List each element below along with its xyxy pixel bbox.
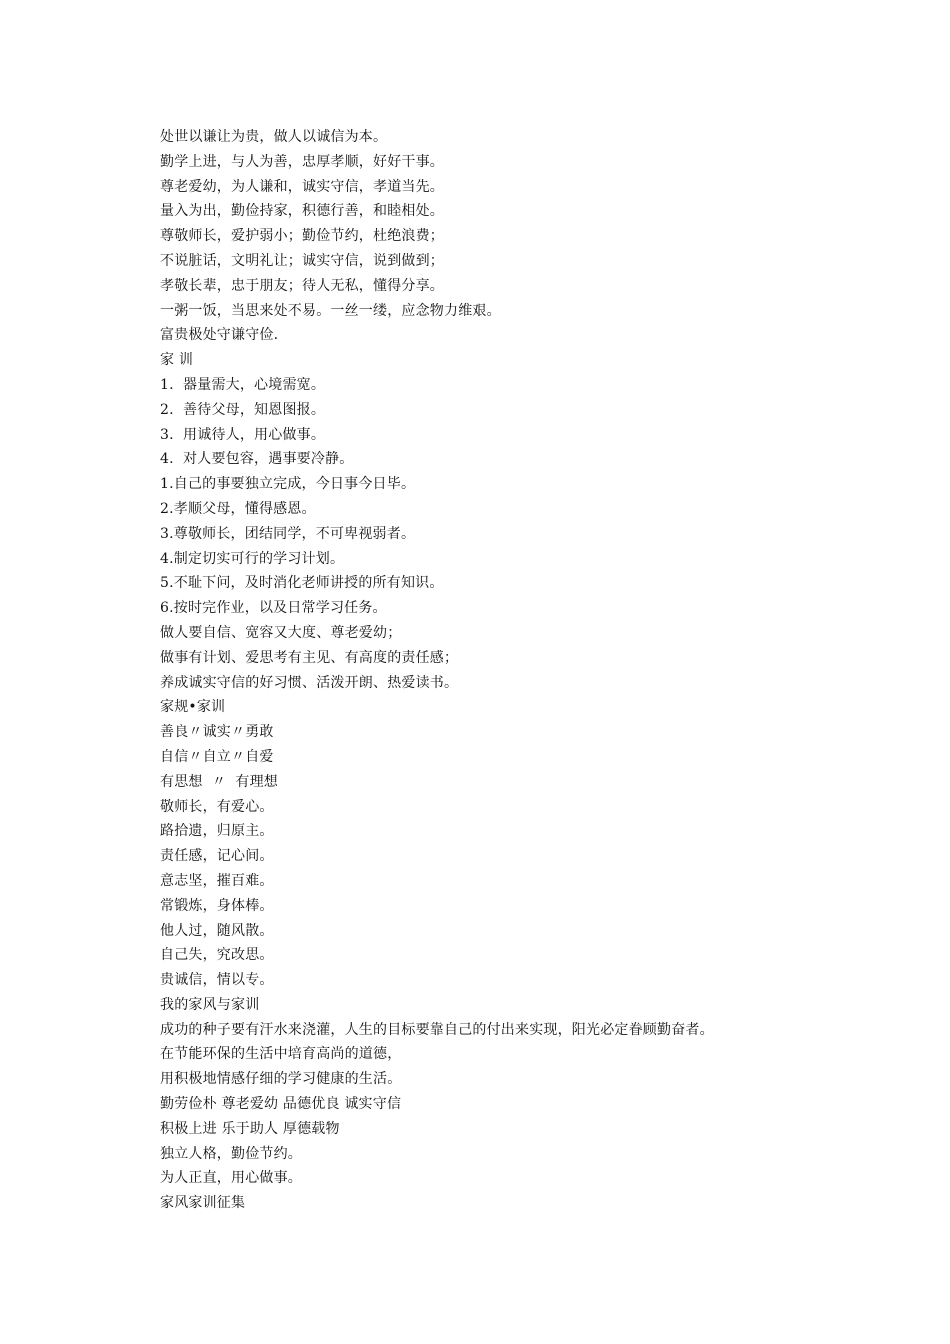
- text-line: 常锻炼，身体棒。: [160, 897, 274, 914]
- text-line: 家风家训征集: [160, 1195, 246, 1212]
- text-line: 不说脏话，文明礼让；诚实守信，说到做到；: [160, 252, 444, 269]
- text-line: 积极上进 乐于助人 厚德载物: [160, 1120, 340, 1137]
- text-line: 尊敬师长，爱护弱小；勤俭节约，杜绝浪费；: [160, 228, 444, 245]
- text-line: 4.制定切实可行的学习计划。: [160, 550, 345, 567]
- text-line: 自信〃自立〃自爱: [160, 748, 274, 765]
- text-line: 敬师长，有爱心。: [160, 798, 274, 815]
- text-line: 一粥一饭，当思来处不易。一丝一缕，应念物力维艰。: [160, 302, 501, 319]
- text-line: 责任感，记心间。: [160, 848, 274, 865]
- text-line: 路拾遗，归原主。: [160, 823, 274, 840]
- text-line: 4. 对人要包容，遇事要冷静。: [160, 451, 354, 468]
- text-line: 用积极地情感仔细的学习健康的生活。: [160, 1071, 402, 1088]
- text-line: 善良〃诚实〃勇敢: [160, 724, 274, 741]
- text-line: 3. 用诚待人，用心做事。: [160, 426, 326, 443]
- text-line: 勤学上进，与人为善，忠厚孝顺，好好干事。: [160, 153, 444, 170]
- document-body: [160, 125, 930, 1216]
- text-line: 尊老爱幼，为人谦和，诚实守信，孝道当先。: [160, 178, 444, 195]
- text-line: 3.尊敬师长，团结同学，不可卑视弱者。: [160, 525, 416, 542]
- text-line: 勤劳俭朴 尊老爱幼 品德优良 诚实守信: [160, 1096, 402, 1113]
- text-line: 处世以谦让为贵，做人以诚信为本。: [160, 129, 388, 145]
- text-line: 富贵极处守谦守俭.: [160, 327, 279, 344]
- text-line: 养成诚实守信的好习惯、活泼开朗、热爱读书。: [160, 674, 459, 691]
- text-line: 1.自己的事要独立完成，今日事今日毕。: [160, 476, 416, 493]
- text-line: 6.按时完作业，以及日常学习任务。: [160, 600, 387, 617]
- text-line: 做事有计划、爱思考有主见、有高度的责任感；: [160, 649, 459, 666]
- text-line: 5.不耻下问，及时消化老师讲授的所有知识。: [160, 575, 444, 592]
- text-line: 为人正直，用心做事。: [160, 1170, 302, 1187]
- text-line: 成功的种子要有汗水来浇灌，人生的目标要靠自己的付出来实现，阳光必定眷顾勤奋者。: [160, 1021, 714, 1038]
- text-line: 1. 器量需大，心境需宽。: [160, 376, 326, 393]
- text-line: 家 训: [160, 352, 194, 369]
- text-line: 孝敬长辈，忠于朋友；待人无私，懂得分享。: [160, 277, 444, 294]
- text-line: 贵诚信，情以专。: [160, 972, 274, 989]
- text-line: 独立人格，勤俭节约。: [160, 1145, 302, 1162]
- text-line: 有思想 〃 有理想: [160, 773, 279, 790]
- text-line: 量入为出，勤俭持家，积德行善，和睦相处。: [160, 203, 444, 220]
- text-line: 做人要自信、宽容又大度、尊老爱幼；: [160, 624, 402, 641]
- text-line: 在节能环保的生活中培育高尚的道德，: [160, 1046, 402, 1063]
- text-line: 自己失，究改思。: [160, 947, 274, 964]
- text-line: 家规•家训: [160, 699, 226, 716]
- text-line: 2. 善待父母，知恩图报。: [160, 401, 326, 418]
- text-line: 意志坚，摧百难。: [160, 872, 274, 889]
- text-line: 我的家风与家训: [160, 996, 260, 1013]
- text-line: 他人过，随风散。: [160, 922, 274, 939]
- text-line: 2.孝顺父母，懂得感恩。: [160, 500, 316, 517]
